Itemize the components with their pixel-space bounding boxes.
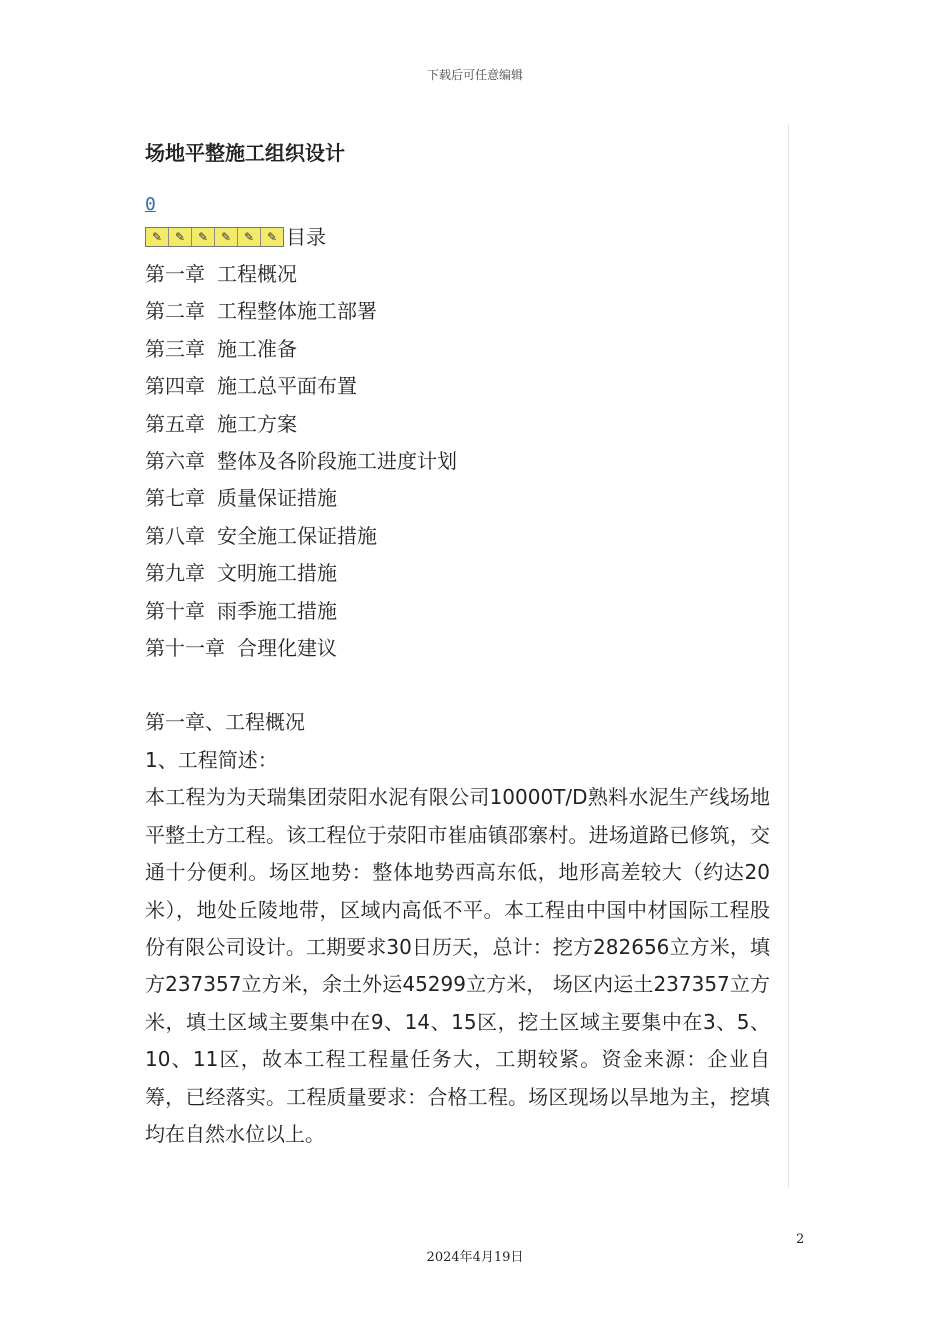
page-margin-rule bbox=[788, 124, 789, 1188]
toc-item-title: 施工准备 bbox=[217, 336, 297, 361]
toc-item-number: 第二章 bbox=[145, 299, 205, 324]
toc-marker-icon: ✎ bbox=[146, 228, 169, 246]
toc-marker-icon: ✎ bbox=[215, 228, 238, 246]
toc-item-number: 第四章 bbox=[145, 374, 205, 399]
toc-item-title: 文明施工措施 bbox=[217, 561, 337, 586]
toc-item[interactable] bbox=[145, 630, 775, 667]
toc-item[interactable] bbox=[145, 593, 775, 630]
toc-item-number: 第六章 bbox=[145, 449, 205, 474]
toc-item-number: 第五章 bbox=[145, 411, 205, 436]
toc-item[interactable] bbox=[145, 256, 775, 293]
toc-item[interactable] bbox=[145, 368, 775, 405]
toc-icon-strip bbox=[145, 227, 284, 247]
toc-item[interactable] bbox=[145, 555, 775, 592]
toc-item-title: 工程整体施工部署 bbox=[217, 299, 377, 324]
toc-item[interactable] bbox=[145, 480, 775, 517]
toc-item-number: 第十章 bbox=[145, 598, 205, 623]
toc-item-number: 第一章 bbox=[145, 262, 205, 286]
footer-date: 2024年4月19日 bbox=[426, 1250, 524, 1265]
toc-marker-icon: ✎ bbox=[169, 228, 192, 246]
page-header-note: 下载后可任意编辑 bbox=[426, 68, 523, 82]
toc-item-number: 第八章 bbox=[145, 523, 205, 548]
section-heading: 第一章、工程概况 bbox=[145, 710, 305, 735]
toc-item[interactable] bbox=[145, 406, 775, 443]
document-body bbox=[145, 138, 775, 1153]
toc-item-title: 质量保证措施 bbox=[217, 486, 337, 511]
toc-item-title: 工程概况 bbox=[217, 262, 297, 286]
toc-item-number: 第七章 bbox=[145, 486, 205, 511]
toc-item-number: 第三章 bbox=[145, 336, 205, 361]
toc-item-number: 第十一章 bbox=[145, 636, 225, 661]
page-number: 2 bbox=[796, 1232, 805, 1247]
toc-item[interactable] bbox=[145, 293, 775, 330]
toc-item[interactable] bbox=[145, 443, 775, 480]
toc-marker-icon: ✎ bbox=[238, 228, 261, 246]
document-title: 场地平整施工组织设计 bbox=[145, 141, 345, 165]
toc-item-title: 雨季施工措施 bbox=[217, 598, 337, 623]
toc-header bbox=[145, 222, 775, 252]
toc-item-title: 合理化建议 bbox=[237, 636, 337, 661]
toc-marker-icon: ✎ bbox=[266, 230, 278, 244]
toc-item-title: 施工总平面布置 bbox=[217, 374, 357, 399]
anchor-link[interactable]: 0 bbox=[145, 194, 156, 215]
toc-title: 目录 bbox=[286, 225, 326, 249]
sub-heading: 1、工程简述： bbox=[145, 747, 278, 772]
table-of-contents bbox=[145, 256, 775, 667]
toc-item-number: 第九章 bbox=[145, 561, 205, 586]
body-paragraph: 本工程为为天瑞集团荥阳水泥有限公司10000T/D熟料水泥生产线场地平整土方工程。该工程位于荥阳市崔庙镇邵寨村。进场道路已修筑，交通十分便利。场区地势：整体地势西高东低，地形高差较大（约达20米），地处丘陵地带，区域内高低不平。本工程由中国中材国际工程股份有限公司设计。工期要求30日历天，总计：挖方282656立方米，填方237357立方米，余土外运45299立方米， 场区内运土237357立方米，填土区域主要集中在9、14、15区，挖土区域主要集中在3、5、10、11区，故本工程工程量任务大，工期较紧。资金来源：企业自筹，已经落实。工程质量要求：合格工程。场区现场以旱地为主，挖填均在自然水位以上。 bbox=[145, 785, 770, 1146]
toc-item-title: 整体及各阶段施工进度计划 bbox=[217, 449, 457, 474]
toc-item[interactable] bbox=[145, 518, 775, 555]
toc-item[interactable] bbox=[145, 331, 775, 368]
toc-marker-icon: ✎ bbox=[192, 228, 215, 246]
toc-item-title: 施工方案 bbox=[217, 411, 297, 436]
toc-item-title: 安全施工保证措施 bbox=[217, 523, 377, 548]
